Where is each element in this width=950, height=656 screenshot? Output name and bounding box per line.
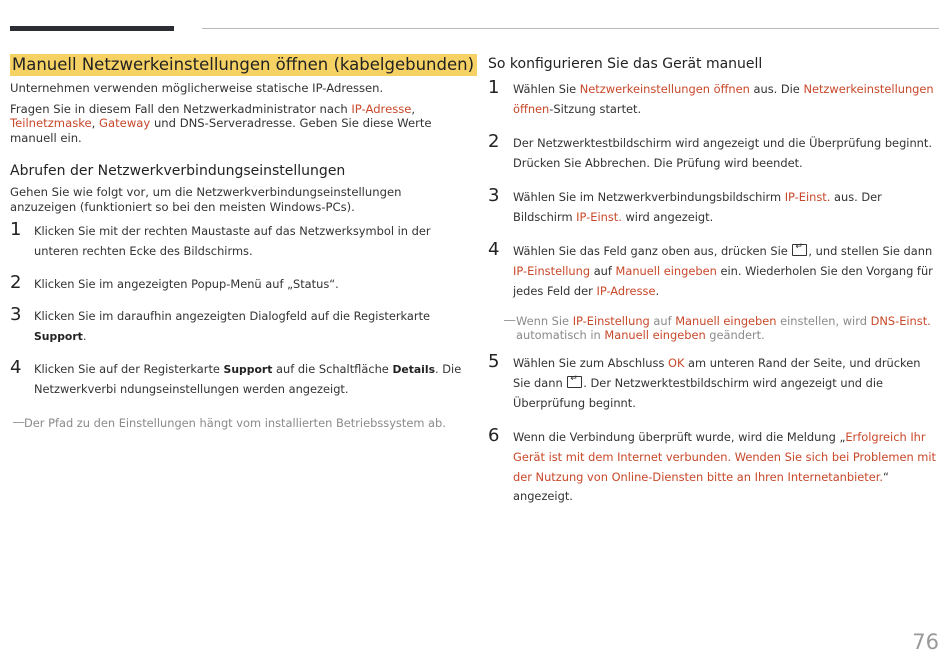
step-number: 4 xyxy=(488,239,500,261)
term-gateway: Gateway xyxy=(99,116,151,130)
step-text: Klicken Sie im angezeigten Popup-Menü auf „Status“. xyxy=(34,276,339,291)
step-item xyxy=(10,304,465,347)
step-number: 2 xyxy=(488,131,500,153)
term-support: Support xyxy=(34,330,83,344)
step-number: 2 xyxy=(10,271,22,293)
step-number: 1 xyxy=(10,219,22,240)
step-text: Klicken Sie mit der rechten Maustaste auf das Netzwerksymbol in der unteren rechten Ecke des Bildschirms. xyxy=(34,224,431,258)
top-bar-rule xyxy=(202,28,939,29)
step-text: Wählen Sie zum Abschluss OK am unteren Rand der Seite, und drücken Sie dann ↵. Der Netzwerktestbildschirm wird angezeigt und die Überprüfung beginnt. xyxy=(513,356,920,410)
subsection-intro: Gehen Sie wie folgt vor, um die Netzwerkverbindungseinstellungen anzuzeigen (funktioniert so bei den meisten Windows-PCs). xyxy=(10,185,402,214)
enter-icon xyxy=(792,244,807,256)
note-dash: ― xyxy=(13,414,25,429)
step-item xyxy=(488,131,936,174)
section-title-manual: So konfigurieren Sie das Gerät manuell xyxy=(488,56,763,72)
step-text: Der Netzwerktestbildschirm wird angezeigt und die Überprüfung beginnt. Drücken Sie Abbrechen. Die Prüfung wird beendet. xyxy=(513,136,932,170)
term-ip-address: IP-Adresse xyxy=(351,101,412,116)
note xyxy=(488,314,936,342)
step-item xyxy=(488,425,937,507)
subsection-title: Abrufen der Netzwerkverbindungseinstellungen xyxy=(10,163,346,179)
step-text: Wählen Sie Netzwerkeinstellungen öffnen aus. Die Netzwerkeinstellungen öffnen-Sitzung startet. xyxy=(513,82,934,116)
step-text: Wählen Sie im Netzwerkverbindungsbildschirm IP-Einst. aus. Der Bildschirm IP-Einst. wird angezeigt. xyxy=(513,190,882,224)
step-text: Klicken Sie im daraufhin angezeigten Dialogfeld auf die Registerkarte Support. xyxy=(34,309,431,344)
step-item xyxy=(488,77,936,120)
step-text: Wenn die Verbindung überprüft wurde, wird die Meldung „Erfolgreich Ihr Gerät ist mit dem Internet verbunden. Wenden Sie sich bei Problemen mit der Nutzung von Online-Diensten bitte an Ihren Internetanbieter.“ angezeigt. xyxy=(513,430,937,504)
term-details: Details xyxy=(392,362,436,376)
right-column xyxy=(488,54,936,522)
page-number: 76 xyxy=(912,630,939,654)
left-column xyxy=(10,54,474,430)
note-text: Der Pfad zu den Einstellungen hängt vom installierten Betriebssystem ab. xyxy=(24,415,446,430)
note-text: Wenn Sie IP-Einstellung auf Manuell eingeben einstellen, wird DNS-Einst. automatisch in Manuell eingeben geändert. xyxy=(516,314,931,343)
step-text: Wählen Sie das Feld ganz oben aus, drücken Sie ↵, und stellen Sie dann IP-Einstellung auf Manuell eingeben ein. Wiederholen Sie den Vorgang für jedes Feld der IP-Adresse. xyxy=(513,244,933,298)
intro-paragraph-2: Fragen Sie in diesem Fall den Netzwerkadministrator nach IP-Adresse, Teilnetzmaske, Gateway und DNS-Serveradresse. Geben Sie diese Werte manuell ein. xyxy=(10,101,432,145)
note xyxy=(10,416,465,430)
step-item xyxy=(10,271,465,295)
step-item xyxy=(10,356,465,400)
note-dash: ― xyxy=(504,313,516,328)
term-support: Support xyxy=(223,362,273,376)
enter-icon xyxy=(567,376,582,388)
step-number: 5 xyxy=(488,351,500,373)
step-number: 3 xyxy=(10,304,22,326)
step-number: 6 xyxy=(488,425,500,447)
step-item xyxy=(10,219,465,262)
step-item xyxy=(488,185,936,228)
step-number: 1 xyxy=(488,77,500,98)
top-bar-accent xyxy=(10,26,174,31)
intro-paragraph: Unternehmen verwenden möglicherweise statische IP-Adressen. xyxy=(10,81,384,95)
step-number: 4 xyxy=(10,356,22,378)
step-text: Klicken Sie auf der Registerkarte Support auf die Schaltfläche Details. Die Netzwerkverbi ndungseinstellungen werden angezeigt. xyxy=(34,361,462,396)
step-item xyxy=(488,239,936,301)
section-title: Manuell Netzwerkeinstellungen öffnen (kabelgebunden) xyxy=(10,54,477,76)
step-item xyxy=(488,351,936,413)
term-subnet-mask: Teilnetzmaske xyxy=(10,116,92,130)
step-number: 3 xyxy=(488,185,500,207)
